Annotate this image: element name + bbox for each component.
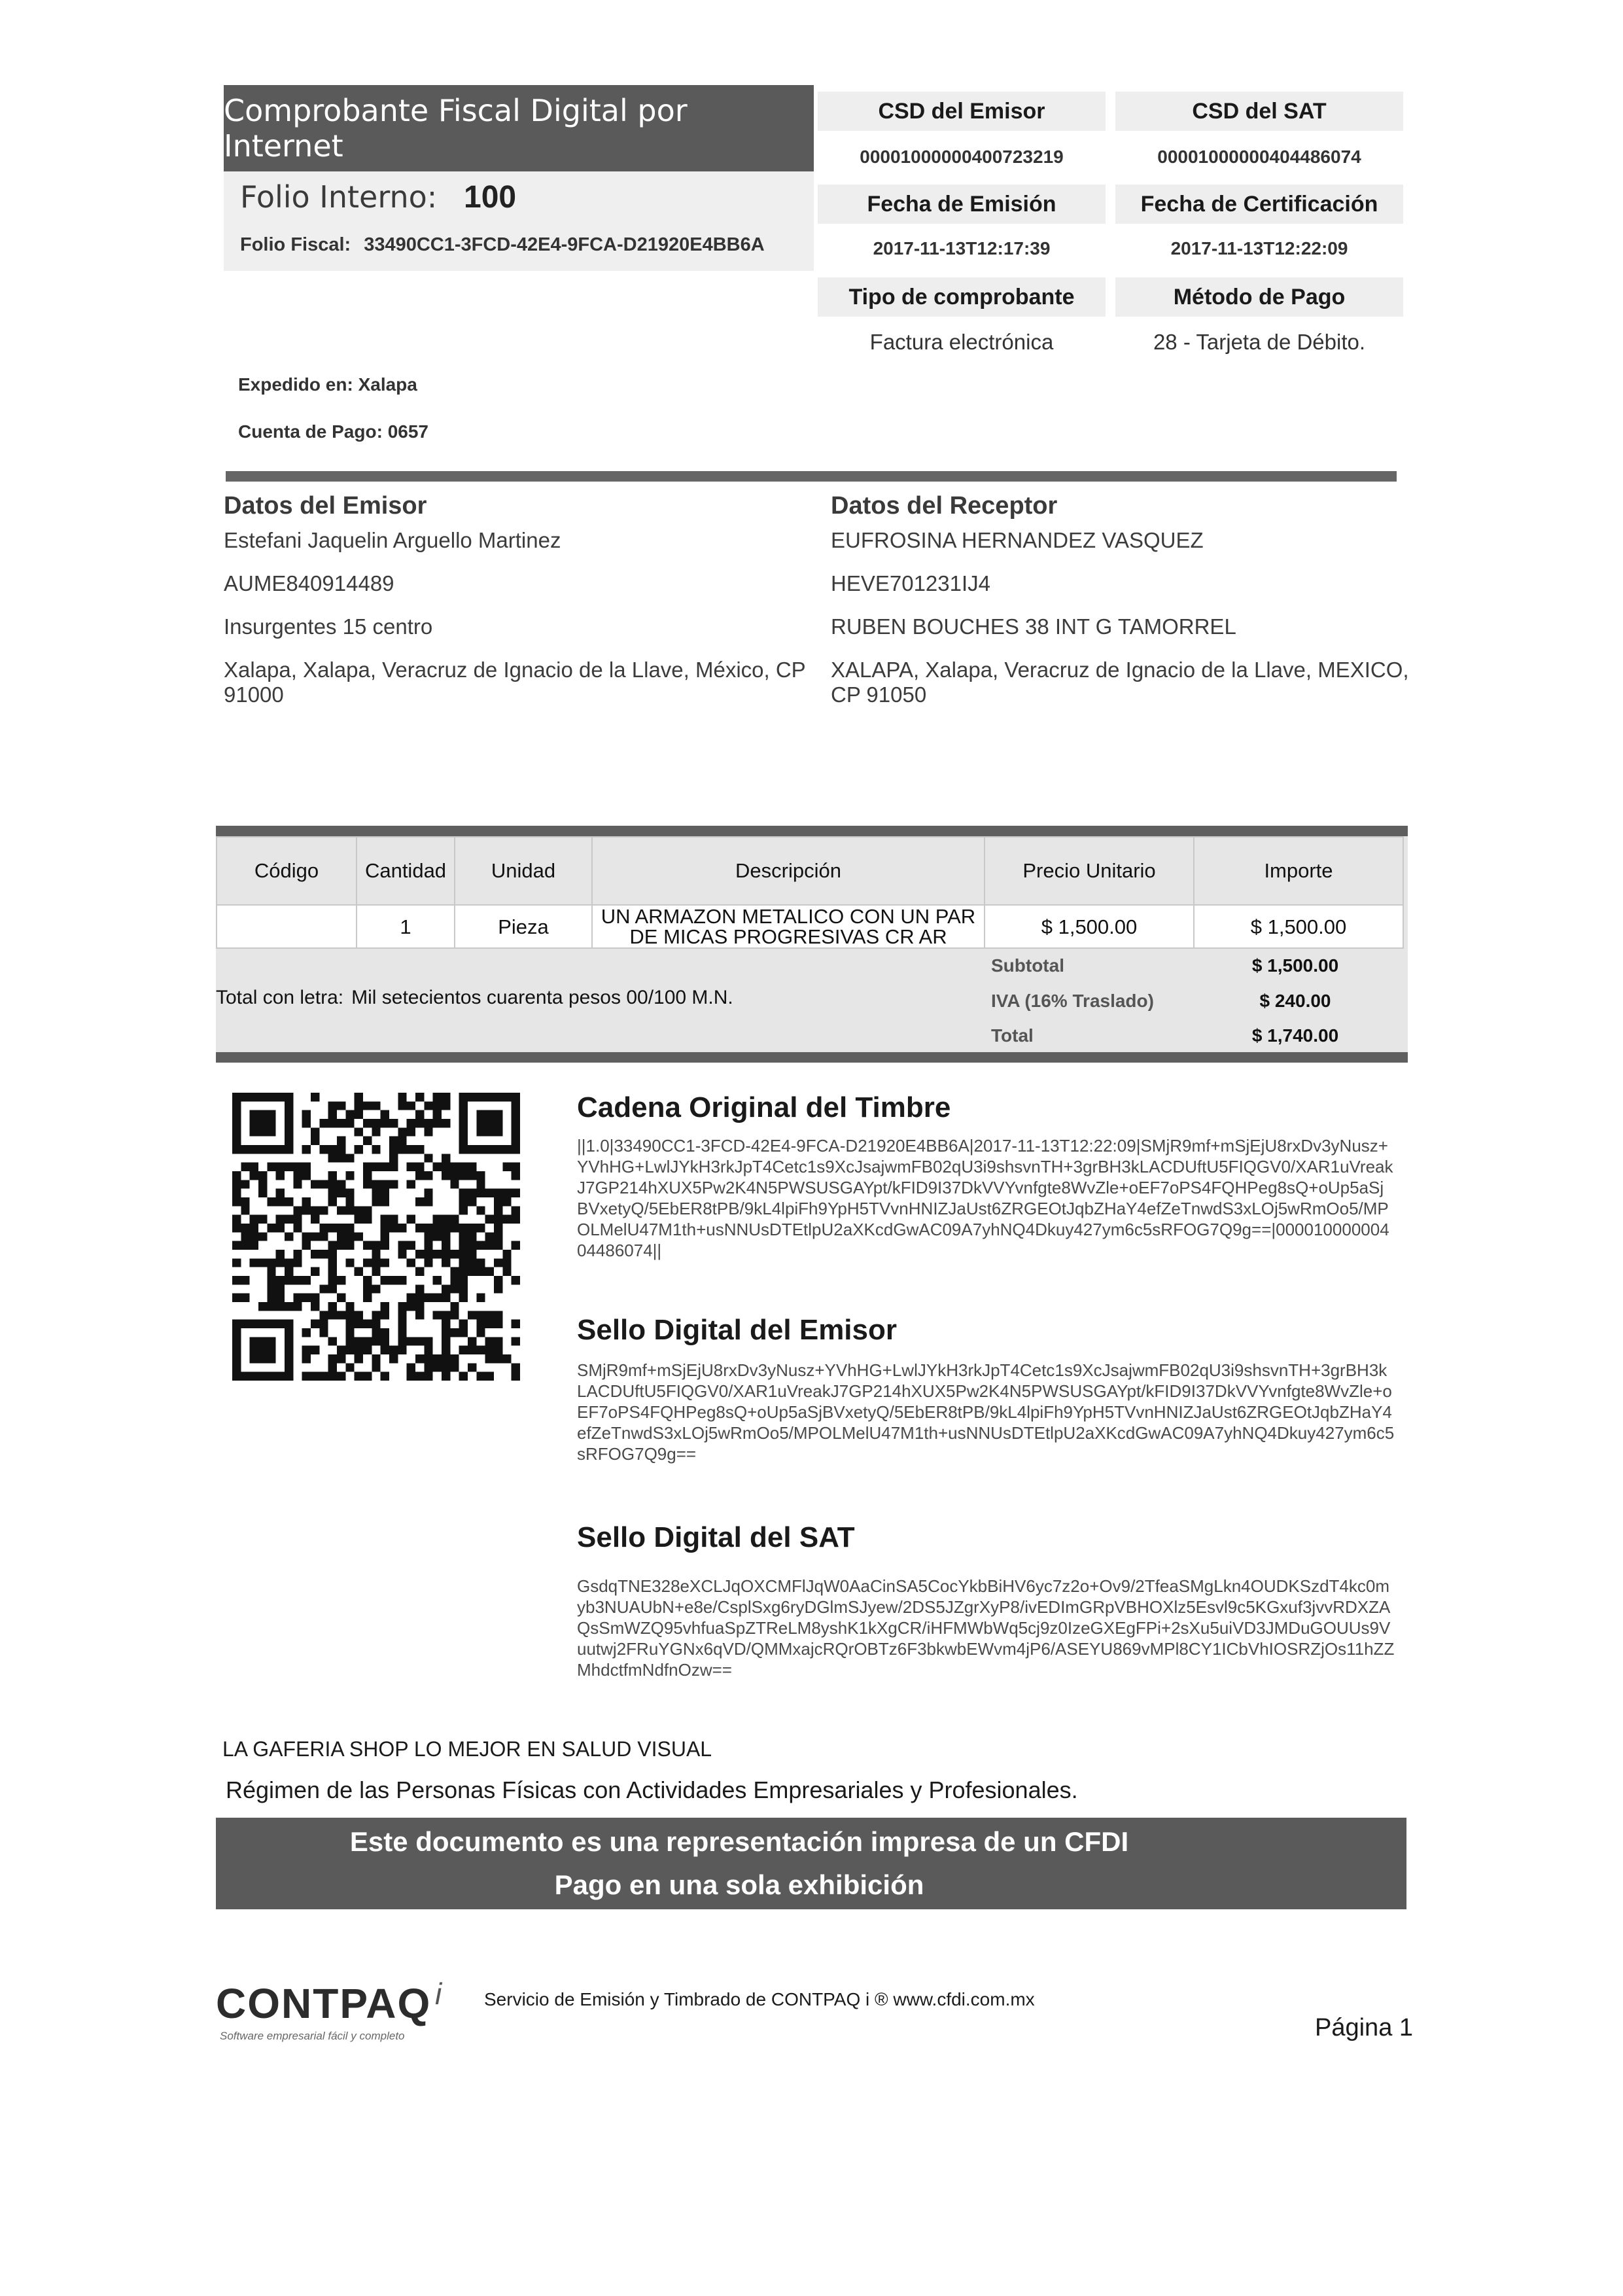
shop-name: LA GAFERIA SHOP LO MEJOR EN SALUD VISUAL [222, 1737, 712, 1761]
col-cantidad: Cantidad [357, 837, 455, 905]
cadena-original-title: Cadena Original del Timbre [577, 1091, 951, 1123]
csd-emisor-value: 00001000000400723219 [860, 147, 1064, 167]
receptor-title: Datos del Receptor [831, 492, 1058, 520]
cfdi-banner [216, 1818, 1406, 1909]
folio-box [224, 171, 814, 271]
cell-codigo [217, 905, 357, 948]
regimen-fiscal: Régimen de las Personas Físicas con Actividades Empresariales y Profesionales. [226, 1776, 1078, 1803]
document-title: Comprobante Fiscal Digital por Internet [224, 85, 814, 171]
folio-interno-label: Folio Interno: [240, 179, 438, 215]
total-con-letra [216, 987, 733, 1009]
folio-fiscal-label: Folio Fiscal: [240, 234, 351, 255]
contpaq-logo-i: i [435, 1977, 442, 2011]
cell-cantidad: 1 [357, 905, 455, 948]
col-codigo: Código [217, 837, 357, 905]
iva-value: $ 240.00 [1259, 991, 1331, 1011]
receptor-section [831, 492, 1420, 707]
metodo-pago-value: 28 - Tarjeta de Débito. [1153, 330, 1366, 354]
receptor-rfc: HEVE701231IJ4 [831, 571, 991, 595]
fecha-emision-value: 2017-11-13T12:17:39 [873, 238, 1051, 258]
expedido-en: Expedido en: Xalapa [238, 374, 417, 395]
folio-interno-value: 100 [464, 180, 517, 215]
iva-label: IVA (16% Traslado) [991, 991, 1154, 1011]
col-unidad: Unidad [455, 837, 592, 905]
col-descripcion: Descripción [592, 837, 985, 905]
csd-sat-value: 00001000000404486074 [1157, 147, 1361, 167]
cell-precio-unitario: $ 1,500.00 [985, 905, 1194, 948]
subtotal-label: Subtotal [991, 955, 1064, 976]
sello-emisor-text: SMjR9mf+mSjEjU8rxDv3yNusz+YVhHG+LwlJYkH3rkJpT4Cetc1s9XcJsajwmFB02qU3i9shsvnTH+3grBH3kLACDUftU5FIQGV0/XAR1uVreakJ7GP214hXUX5Pw2K4N5PWSUSGAYpt/kFID9I37DkVVYvnfgte8WvZle+oEF7oPS4FQHPeg8sQ+oUp5aSjBVxetyQ/5EbER8tPB/9kL4lpiFh9YpH5TVvnHNIZJaUst6ZRGEOtJqbZHaY4efZeTnwdS3xLOj5wRmOo5/MPOLMelU47M1th+usNNUsDTEtlpU2aXKcdGwAC09A7yhNQ4Dkuy427ym6c5sRFOG7Q9g== [577, 1360, 1395, 1464]
cell-importe: $ 1,500.00 [1194, 905, 1403, 948]
tipo-comprobante-label: Tipo de comprobante [818, 277, 1106, 317]
section-divider [226, 471, 1397, 482]
cell-unidad: Pieza [455, 905, 592, 948]
emisor-section [224, 492, 812, 707]
receptor-street: RUBEN BOUCHES 38 INT G TAMORREL [831, 614, 1236, 639]
csd-emisor-label: CSD del Emisor [818, 92, 1106, 131]
sello-sat-title: Sello Digital del SAT [577, 1521, 855, 1553]
emisor-title: Datos del Emisor [224, 492, 427, 520]
total-letra-value: Mil setecientos cuarenta pesos 00/100 M.N. [351, 987, 733, 1008]
receptor-name: EUFROSINA HERNANDEZ VASQUEZ [831, 528, 1204, 552]
qr-code-icon [232, 1093, 520, 1381]
emisor-city: Xalapa, Xalapa, Veracruz de Ignacio de la Llave, México, CP 91000 [224, 658, 806, 707]
csd-sat-label: CSD del SAT [1115, 92, 1403, 131]
items-table [216, 836, 1404, 949]
contpaq-logo: CONTPAQ [216, 1980, 432, 2027]
banner-line-1: Este documento es una representación impresa de un CFDI [349, 1826, 1129, 1857]
page-number: Página 1 [1315, 2014, 1414, 2041]
fecha-certificacion-label: Fecha de Certificación [1115, 185, 1403, 224]
fecha-emision-label: Fecha de Emisión [818, 185, 1106, 224]
receptor-city: XALAPA, Xalapa, Veracruz de Ignacio de la Llave, MEXICO, CP 91050 [831, 658, 1409, 707]
items-bottom-bar [216, 1052, 1408, 1063]
emisor-name: Estefani Jaquelin Arguello Martinez [224, 528, 561, 552]
cadena-original-text: ||1.0|33490CC1-3FCD-42E4-9FCA-D21920E4BB6A|2017-11-13T12:22:09|SMjR9mf+mSjEjU8rxDv3yNusz+YVhHG+LwlJYkH3rkJpT4Cetc1s9XcJsajwmFB02qU3i9shsvnTH+3grBH3kLACDUftU5FIQGV0/XAR1uVreakJ7GP214hXUX5Pw2K4N5PWSUSGAYpt/kFID9I37DkVVYvnfgte8WvZle+oEF7oPS4FQHPeg8sQ+oUp5aSjBVxetyQ/5EbER8tPB/9kL4lpiFh9YpH5TVvnHNIZJaUst6ZRGEOtJqbZHaY4efZeTnwdS3xLOj5wRmOo5/MPOLMelU47M1th+usNNUsDTEtlpU2aXKcdGwAC09A7yhNQ4Dkuy427ym6c5sRFOG7Q9g==|00001000000404486074|| [577, 1136, 1393, 1260]
folio-fiscal [240, 234, 765, 256]
folio-fiscal-value: 33490CC1-3FCD-42E4-9FCA-D21920E4BB6A [364, 234, 765, 255]
sello-sat-text: GsdqTNE328eXCLJqOXCMFlJqW0AaCinSA5CocYkbBiHV6yc7z2o+Ov9/2TfeaSMgLkn4OUDKSzdT4kc0myb3NUAUbN+e8e/CsplSxg6ryDGlmSJyew/2DS5JZgrXyP8/ivEDImGRpVBHOXlz5Esvl9c5KGxuf3jvvRDXZAQsSmWZQ95vhfuaSpZTReLM8yshK1kXgCR/iHFMWbWq5cj9z0IzeGXEgFPi+2sXu5uiVD3JMDuGOUUs9Vuutwj2FRuYGNx6qVD/QMMxajcRQrOBTz6F3bkwbEWvm4jP6/ASEYU869vMPl8CY1ICbVhIOSRZjOs11hZZMhdctfmNdfnOzw== [577, 1576, 1395, 1680]
table-row [217, 905, 1403, 948]
metodo-pago-label: Método de Pago [1115, 277, 1403, 317]
sello-emisor-title: Sello Digital del Emisor [577, 1314, 898, 1346]
subtotal-value: $ 1,500.00 [1251, 955, 1339, 976]
emisor-street: Insurgentes 15 centro [224, 614, 433, 639]
banner-line-2: Pago en una sola exhibición [554, 1869, 924, 1900]
total-label: Total [991, 1025, 1034, 1046]
col-importe: Importe [1194, 837, 1403, 905]
tipo-comprobante-value: Factura electrónica [869, 330, 1054, 354]
total-letra-label: Total con letra: [216, 987, 344, 1008]
fecha-certificacion-value: 2017-11-13T12:22:09 [1170, 238, 1348, 258]
service-line: Servicio de Emisión y Timbrado de CONTPAQ i ® www.cfdi.com.mx [484, 1989, 1035, 2009]
cell-descripcion: UN ARMAZON METALICO CON UN PAR DE MICAS PROGRESIVAS CR AR [592, 905, 985, 948]
col-precio-unitario: Precio Unitario [985, 837, 1194, 905]
cuenta-pago: Cuenta de Pago: 0657 [238, 421, 428, 442]
emisor-rfc: AUME840914489 [224, 571, 394, 595]
items-top-bar [216, 826, 1408, 836]
contpaq-tagline: Software empresarial fácil y completo [220, 2030, 405, 2042]
items-header-row [217, 837, 1403, 905]
total-value: $ 1,740.00 [1251, 1025, 1339, 1046]
